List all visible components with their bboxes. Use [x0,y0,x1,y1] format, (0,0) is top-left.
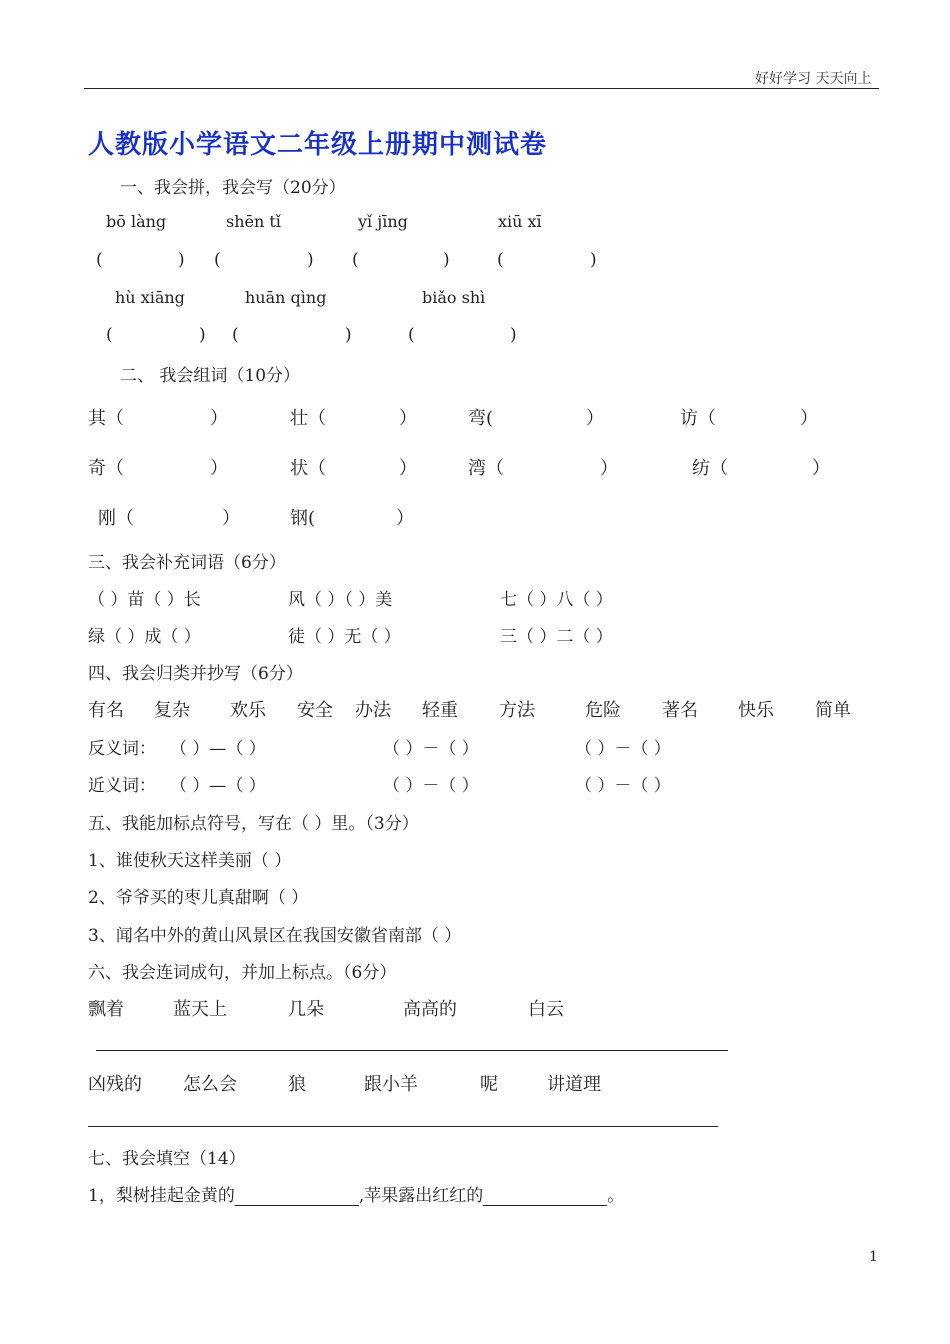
word: 有名 [88,700,124,721]
char-qi2: 奇（ [88,458,124,479]
section-6-heading: 六、我会连词成句，并加上标点。（6分） [88,963,397,983]
section-2-heading: 二、 我会组词（10分） [120,366,301,386]
synonym-pair-1[interactable]: （ ）—（ ） [170,776,266,796]
punctuation-item-3: 3、闻名中外的黄山风景区在我国安徽省南部（ ） [88,926,462,946]
word: 飘着 [88,999,124,1020]
paren-close: ） [399,458,417,479]
synonym-label: 近义词： [88,776,156,796]
idiom-5: 徒（ ）无（ ） [288,627,401,647]
idiom-6: 三（ ）二（ ） [500,627,613,647]
punctuation-item-2: 2、爷爷买的枣儿真甜啊（ ） [88,888,309,908]
word: 危险 [585,700,621,721]
char-zhuang2: 状（ [290,458,326,479]
paren-open[interactable]: ( [408,325,415,345]
paren-open[interactable]: ( [106,325,113,345]
word: 高高的 [403,999,457,1020]
synonym-pair-3[interactable]: （ ）－（ ） [575,776,671,796]
word: 讲道理 [547,1074,601,1095]
answer-line-1[interactable] [96,1050,728,1051]
antonym-label: 反义词： [88,739,156,759]
paren-close: ) [178,250,185,270]
word: 方法 [499,700,535,721]
paren-close: ） [222,508,240,529]
section-5-heading: 五、我能加标点符号，写在（ ）里。（3分） [88,814,419,834]
idiom-2: 风（ ）（ ）美 [288,590,393,610]
paren-close: ) [199,325,206,345]
paren-close: ） [396,508,414,529]
paren-open[interactable]: ( [232,325,239,345]
word: 凶残的 [88,1074,142,1095]
pinyin-shenti: shēn tǐ [226,212,281,231]
paren-close: ） [586,408,604,429]
antonym-pair-2[interactable]: （ ）－（ ） [383,739,479,759]
paren-close: ） [210,408,228,429]
word: 蓝天上 [173,999,227,1020]
section-4-heading: 四、我会归类并抄写（6分） [88,664,303,684]
punctuation-item-1: 1、谁使秋天这样美丽（ ） [88,851,292,871]
synonym-pair-2[interactable]: （ ）－（ ） [383,776,479,796]
idiom-4: 绿（ ）成（ ） [88,627,201,647]
header-motto: 好好学习 天天向上 [755,71,872,87]
char-wan2: 湾（ [468,458,504,479]
fill-text-a: 1，梨树挂起金黄的 [88,1186,235,1206]
word: 安全 [297,700,333,721]
page-title: 人教版小学语文二年级上册期中测试卷 [88,130,548,160]
fill-blank-1[interactable] [235,1187,359,1206]
pinyin-bolang: bō làng [106,212,167,231]
section-7-heading: 七、我会填空（14） [88,1149,246,1169]
char-gang1: 刚（ [98,508,134,529]
word: 白云 [528,999,564,1020]
antonym-pair-1[interactable]: （ ）—（ ） [170,739,266,759]
fill-line-1 [88,1181,624,1206]
char-zhuang1: 壮（ [290,408,326,429]
header-rule [84,88,879,89]
paren-close: ) [345,325,352,345]
paren-close: ） [812,458,830,479]
pinyin-biaoshi: biǎo shì [422,288,486,307]
paren-close: ） [800,408,818,429]
fill-text-c: 。 [607,1186,625,1206]
pinyin-huanqing: huān qìng [245,288,327,307]
paren-open[interactable]: ( [214,250,221,270]
antonym-pair-3[interactable]: （ ）－（ ） [575,739,671,759]
word: 呢 [480,1074,498,1095]
char-fang1: 访（ [680,408,716,429]
paren-close: ) [443,250,450,270]
section-3-heading: 三、我会补充词语（6分） [88,553,286,573]
word: 狼 [288,1074,306,1095]
paren-close: ) [510,325,517,345]
word: 欢乐 [230,700,266,721]
idiom-3: 七（ ）八（ ） [500,590,613,610]
word: 办法 [355,700,391,721]
fill-blank-2[interactable] [483,1187,607,1206]
word: 复杂 [154,700,190,721]
pinyin-yijing: yǐ jīng [358,212,408,231]
paren-close: ) [307,250,314,270]
page-number: 1 [869,1249,878,1265]
char-fang2: 纺（ [692,458,728,479]
char-qi1: 其（ [88,408,124,429]
paren-open[interactable]: ( [352,250,359,270]
word: 简单 [815,700,851,721]
word: 跟小羊 [364,1074,418,1095]
word: 怎么会 [183,1074,237,1095]
paren-close: ） [399,408,417,429]
paren-open[interactable]: ( [497,250,504,270]
pinyin-huxiang: hù xiāng [115,288,185,307]
paren-open[interactable]: ( [96,250,103,270]
paren-close: ) [590,250,597,270]
paren-close: ） [600,458,618,479]
word: 轻重 [422,700,458,721]
pinyin-xiuxi: xiū xī [498,212,542,231]
char-wan1: 弯( [468,408,494,429]
idiom-1: （ ）苗（ ）长 [88,590,201,610]
fill-text-b: ,苹果露出红红的 [358,1186,484,1206]
char-gang2: 钢( [290,508,316,529]
word: 著名 [662,700,698,721]
word: 几朵 [288,999,324,1020]
word: 快乐 [738,700,774,721]
section-1-heading: 一、我会拼，我会写（20分） [120,178,346,198]
paren-close: ） [210,458,228,479]
answer-line-2[interactable] [88,1126,718,1127]
